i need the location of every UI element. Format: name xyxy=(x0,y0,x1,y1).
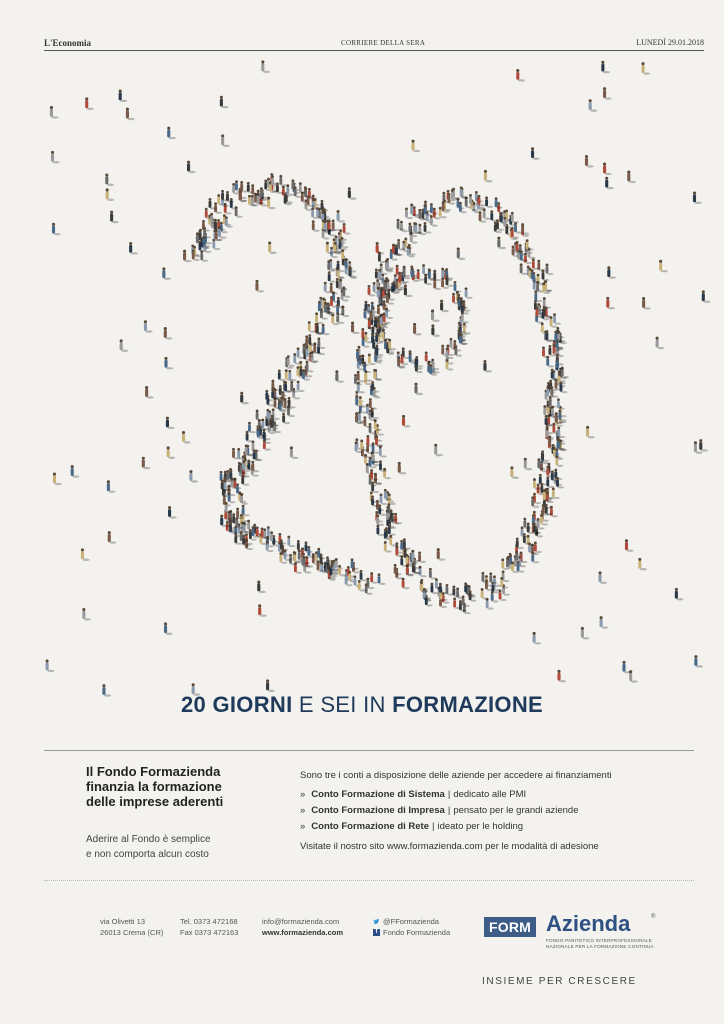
separator: | xyxy=(447,789,451,800)
twitter-link[interactable] xyxy=(373,916,450,927)
lead-line: delle imprese aderenti xyxy=(86,794,224,809)
account-desc: pensato per le grandi aziende xyxy=(453,805,579,816)
logo-subtitle: NAZIONALE PER LA FORMAZIONE CONTINUA xyxy=(546,944,654,949)
header-rule xyxy=(44,50,704,51)
twitter-handle: @FFormazienda xyxy=(383,917,439,926)
account-desc: dedicato alle PMI xyxy=(453,789,527,800)
logo-azienda: Azienda xyxy=(546,911,631,936)
headline-part-2: E SEI IN xyxy=(292,692,393,717)
social-links xyxy=(373,916,450,938)
subtext xyxy=(86,832,276,862)
logo-subtitle: FONDO PARITETICO INTERPROFESSIONALE xyxy=(546,938,652,943)
account-name: Conto Formazione di Rete xyxy=(311,821,429,832)
address xyxy=(100,916,163,938)
phone-block xyxy=(180,916,238,938)
sub-line: e non comporta alcun costo xyxy=(86,849,209,860)
crowd-illustration xyxy=(40,56,714,706)
account-item xyxy=(300,803,680,819)
sub-line: Aderire al Fondo è semplice xyxy=(86,834,211,845)
registered-mark: ® xyxy=(651,914,656,920)
address-line: 26013 Crema (CR) xyxy=(100,928,164,937)
account-name: Conto Formazione di Impresa xyxy=(311,805,445,816)
email-link[interactable]: info@formazienda.com xyxy=(262,917,340,926)
web-contacts xyxy=(262,916,343,938)
website-link[interactable]: www.formazienda.com xyxy=(262,928,343,937)
separator: | xyxy=(447,805,451,816)
facebook-icon: f xyxy=(373,929,380,936)
accounts-intro: Sono tre i conti a disposizione delle aziende per accedere ai finanziamenti xyxy=(300,770,612,781)
tagline: INSIEME PER CRESCERE xyxy=(482,976,637,987)
fax: Fax 0373 472163 xyxy=(180,928,239,937)
newspaper-name: CORRIERE DELLA SERA xyxy=(341,39,426,47)
section-name: L'Economia xyxy=(44,38,92,48)
separator: | xyxy=(432,821,435,832)
address-line: via Olivetti 13 xyxy=(100,917,146,926)
newspaper-header xyxy=(44,38,704,52)
chevron-icon: » xyxy=(300,789,306,800)
account-item xyxy=(300,787,680,803)
facebook-link[interactable] xyxy=(373,927,450,938)
account-item xyxy=(300,819,680,835)
headline-part-1: 20 GIORNI xyxy=(181,692,293,717)
headline xyxy=(0,692,724,718)
twitter-icon xyxy=(373,918,380,925)
accounts-outro: Visitate il nostro sito www.formazienda.com per le modalità di adesione xyxy=(300,841,599,852)
account-desc: ideato per le holding xyxy=(437,821,524,832)
issue-date: LUNEDÌ 29.01.2018 xyxy=(636,38,704,47)
divider xyxy=(44,750,694,751)
lead-line: finanzia la formazione xyxy=(86,779,222,794)
telephone: Tel. 0373 472168 xyxy=(180,917,238,926)
chevron-icon: » xyxy=(300,805,306,816)
accounts-block xyxy=(300,770,680,852)
headline-part-3: FORMAZIONE xyxy=(392,692,543,717)
formazienda-logo xyxy=(484,911,664,974)
crowd-forming-number-20-icon xyxy=(40,56,714,706)
logo-form: FORM xyxy=(484,917,536,937)
lead-line: Il Fondo Formazienda xyxy=(86,764,221,779)
facebook-name: Fondo Formazienda xyxy=(383,928,451,937)
account-name: Conto Formazione di Sistema xyxy=(311,789,445,800)
lead-text xyxy=(86,764,276,809)
divider-dotted xyxy=(44,880,694,881)
chevron-icon: » xyxy=(300,821,306,832)
